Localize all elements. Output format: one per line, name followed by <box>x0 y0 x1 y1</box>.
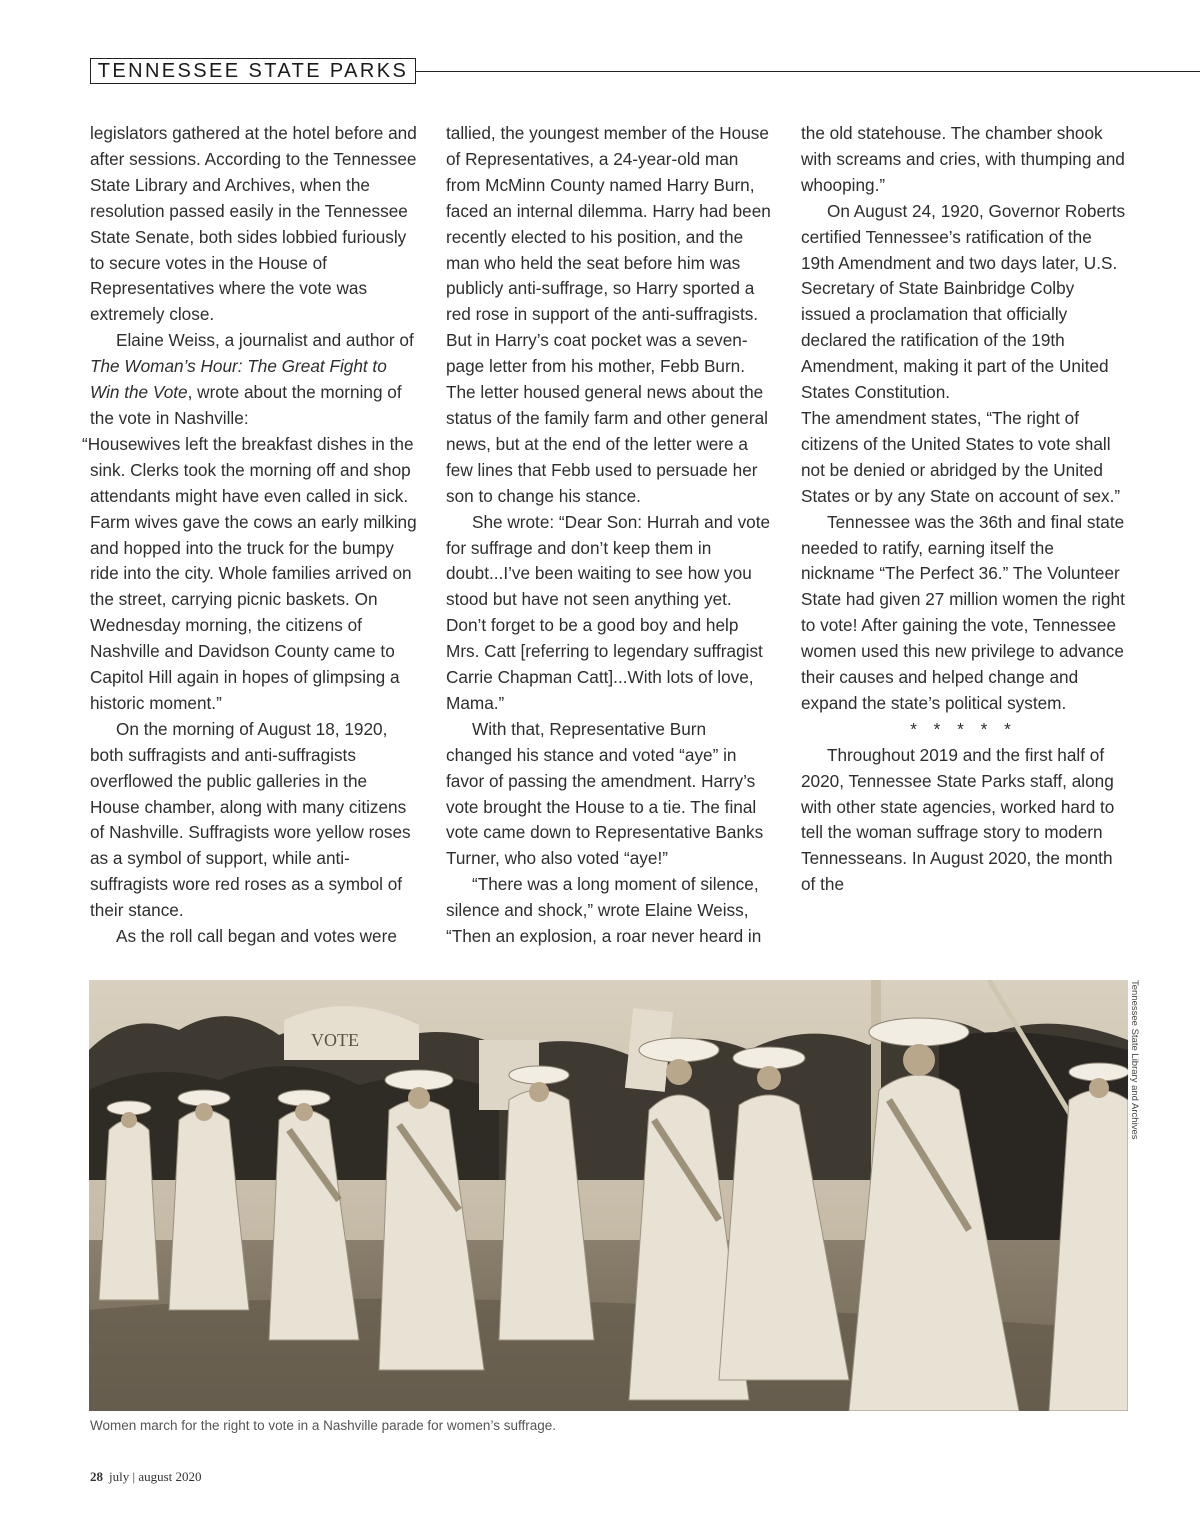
paragraph: Tennessee was the 36th and final state needed to ratify, earning itself the nickname “The Perfect 36.” The Volunteer State had given 27 million women the right to vote! After gaining the vote, Tennessee women used this new privilege to advance their causes and helped change and expand the state’s political system. <box>801 511 1125 713</box>
paragraph: She wrote: “Dear Son: Hurrah and vote for suffrage and don’t keep them in doubt...I’ve been waiting to see how you stood but have not seen anything yet. Don’t forget to be a good boy and help Mrs. Catt [referring to legendary suffragist Carrie Chapman Catt]...With lots of love, Mama.” <box>446 511 771 713</box>
photo-credit: Tennessee State Library and Archives <box>1129 980 1140 1140</box>
issue-date: july | august 2020 <box>109 1469 202 1484</box>
paragraph: On August 24, 1920, Governor Roberts certified Tennessee’s ratification of the 19th Amendment and two days later, U.S. Secretary of State Bainbridge Colby issued a proclamation that officially declared the ratification of the 19th Amendment, making it part of the United States Constitution. <box>801 200 1126 403</box>
text-column-3 <box>801 121 1126 898</box>
text-column-1 <box>82 121 420 950</box>
photo-caption: Women march for the right to vote in a Nashville parade for women’s suffrage. <box>90 1418 556 1433</box>
paragraph: With that, Representative Burn changed his stance and voted “aye” in favor of passing the amendment. Harry’s vote brought the House to a tie. The final vote came down to Representative Banks Turner, who also voted “aye!” <box>446 718 764 869</box>
paragraph: As the roll call began and votes were <box>116 926 397 947</box>
paragraph: On the morning of August 18, 1920, both suffragists and anti-suffragists overflowed the public galleries in the House chamber, along with many citizens of Nashville. Suffragists wore yellow roses as a symbol of support, while anti-suffragists wore red roses as a symbol of their stance. <box>90 718 411 921</box>
page-footer <box>90 1469 202 1485</box>
section-title: TENNESSEE STATE PARKS <box>90 58 416 84</box>
text-column-2 <box>446 121 774 950</box>
paragraph: The amendment states, “The right of citizens of the United States to vote shall not be denied or abridged by the United States or by any State on account of sex.” <box>801 407 1121 506</box>
book-title: The Woman’s Hour: The Great Fight to Win the Vote <box>90 356 387 403</box>
paragraph: Throughout 2019 and the first half of 2020, Tennessee State Parks staff, along with other state agencies, worked hard to tell the woman suffrage story to modern Tennesseans. In August 2020, the month of the <box>801 744 1115 895</box>
paragraph: “There was a long moment of silence, silence and shock,” wrote Elaine Weiss, “Then an explosion, a roar never heard in <box>446 874 762 947</box>
quote-paragraph: “Housewives left the breakfast dishes in the sink. Clerks took the morning off and shop attendants might have even called in sick. Farm wives gave the cows an early milking and hopped into the truck for the bumpy ride into the city. Whole families arrived on the street, carrying picnic baskets. On Wednesday morning, the citizens of Nashville and Davidson County came to Capitol Hill again in hopes of glimpsing a historic moment.” <box>82 433 417 713</box>
header-rule <box>416 71 1200 72</box>
section-break: * * * * * <box>910 718 1017 739</box>
paragraph: legislators gathered at the hotel before and after sessions. According to the Tennessee State Library and Archives, when the resolution passed easily in the Tennessee State Senate, both sides lobbied furiously to secure votes in the House of Representatives where the vote was extremely close. <box>90 123 417 325</box>
suffrage-parade-photo <box>89 980 1128 1411</box>
paragraph: tallied, the youngest member of the House of Representatives, a 24-year-old man from McMinn County named Harry Burn, faced an internal dilemma. Harry had been recently elected to his position, and the man who held the seat before him was publicly anti-suffrage, so Harry sported a red rose in support of the anti-suffragists. But in Harry’s coat pocket was a seven-page letter from his mother, Febb Burn. The letter housed general news about the status of the family farm and other general news, but at the end of the letter were a few lines that Febb used to persuade her son to change his stance. <box>446 123 771 506</box>
vote-sign-text: VOTE <box>311 1030 359 1050</box>
paragraph: Elaine Weiss, a journalist and author of The Woman’s Hour: The Great Fight to Win the Vote, wrote about the morning of the vote in Nashville: <box>90 330 414 428</box>
page-number: 28 <box>90 1469 103 1484</box>
photo-illustration <box>89 980 1128 1411</box>
paragraph: the old statehouse. The chamber shook with screams and cries, with thumping and whooping.” <box>801 123 1125 195</box>
